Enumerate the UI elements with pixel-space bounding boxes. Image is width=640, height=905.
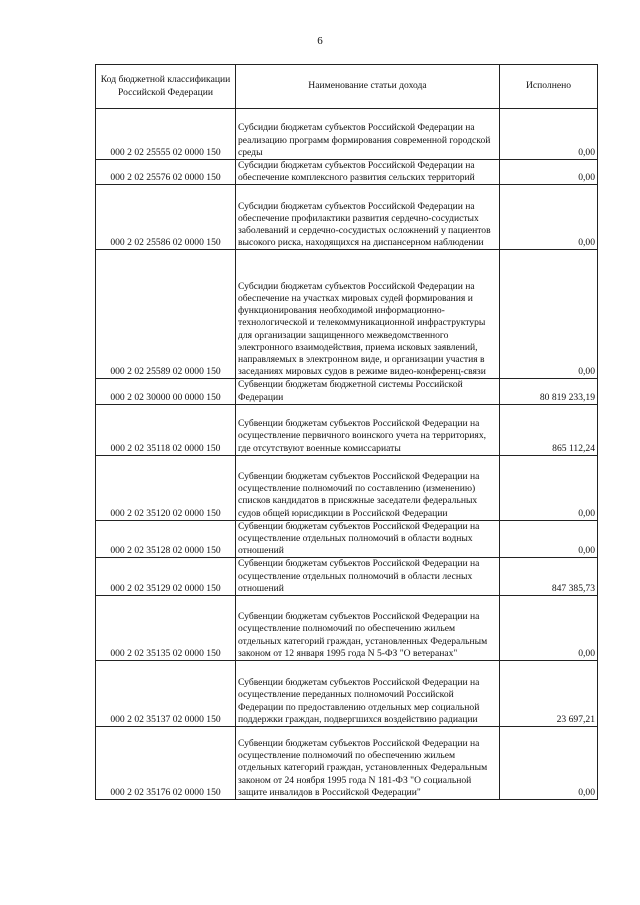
header-name: Наименование статьи дохода [236,65,500,109]
budget-code-cell: 000 2 02 30000 00 0000 150 [96,379,236,404]
table-row [96,661,598,727]
table-header-row [96,65,598,109]
executed-amount-cell: 847 385,73 [500,558,598,596]
revenue-item-name-cell: Субсидии бюджетам субъектов Российской Федерации на обеспечение комплексного развития сельских территорий [236,160,500,185]
table-row [96,185,598,250]
page-number: 6 [317,35,323,47]
revenue-item-name-cell: Субвенции бюджетам субъектов Российской Федерации на осуществление отдельных полномочий в области водных отношений [236,520,500,558]
budget-code-cell: 000 2 02 35137 02 0000 150 [96,661,236,727]
budget-code-cell: 000 2 02 35118 02 0000 150 [96,404,236,455]
header-code: Код бюджетной классификации Российской Федерации [96,65,236,109]
table-row [96,160,598,185]
table-row [96,379,598,404]
executed-amount-cell: 0,00 [500,596,598,661]
executed-amount-cell: 23 697,21 [500,661,598,727]
budget-code-cell: 000 2 02 35176 02 0000 150 [96,727,236,800]
revenue-item-name-cell: Субвенции бюджетам субъектов Российской Федерации на осуществление полномочий по составлению (изменению) списков кандидатов в присяжные заседатели федеральных судов общей юрисдикции в Российской Федерации [236,455,500,520]
executed-amount-cell: 0,00 [500,160,598,185]
executed-amount-cell: 0,00 [500,109,598,160]
revenue-item-name-cell: Субвенции бюджетам бюджетной системы Российской Федерации [236,379,500,404]
budget-code-cell: 000 2 02 35129 02 0000 150 [96,558,236,596]
revenue-item-name-cell: Субсидии бюджетам субъектов Российской Федерации на обеспечение профилактики развития сердечно-сосудистых заболеваний и сердечно-сосудистых осложнений у пациентов высокого риска, находящихся на диспансерном наблюдении [236,185,500,250]
executed-amount-cell: 865 112,24 [500,404,598,455]
budget-code-cell: 000 2 02 25589 02 0000 150 [96,250,236,379]
revenue-item-name-cell: Субвенции бюджетам субъектов Российской Федерации на осуществление переданных полномочий Российской Федерации по предоставлению отдельных мер социальной поддержки граждан, подвергшихся воздействию радиации [236,661,500,727]
executed-amount-cell: 0,00 [500,250,598,379]
executed-amount-cell: 0,00 [500,520,598,558]
revenue-item-name-cell: Субсидии бюджетам субъектов Российской Федерации на реализацию программ формирования современной городской среды [236,109,500,160]
revenue-table [95,64,598,800]
budget-code-cell: 000 2 02 25586 02 0000 150 [96,185,236,250]
executed-amount-cell: 0,00 [500,455,598,520]
budget-code-cell: 000 2 02 25576 02 0000 150 [96,160,236,185]
table-row [96,596,598,661]
revenue-item-name-cell: Субвенции бюджетам субъектов Российской Федерации на осуществление полномочий по обеспечению жильем отдельных категорий граждан, установленных Федеральным законом от 24 ноября 1995 года N 181-ФЗ "О социальной защите инвалидов в Российской Федерации" [236,727,500,800]
table-row [96,404,598,455]
budget-code-cell: 000 2 02 25555 02 0000 150 [96,109,236,160]
revenue-item-name-cell: Субвенции бюджетам субъектов Российской Федерации на осуществление полномочий по обеспечению жильем отдельных категорий граждан, установленных Федеральным законом от 12 января 1995 года N 5-ФЗ "О ветеранах" [236,596,500,661]
budget-code-cell: 000 2 02 35135 02 0000 150 [96,596,236,661]
table-row [96,727,598,800]
executed-amount-cell: 0,00 [500,727,598,800]
revenue-item-name-cell: Субсидии бюджетам субъектов Российской Федерации на обеспечение на участках мировых судей формирования и функционирования необходимой информационно-технологической и телекоммуникационной инфраструктуры для организации защищенного межведомственного электронного взаимодействия, приема исковых заявлений, направляемых в электронном виде, и организации участия в заседаниях мировых судов в режиме видео-конференц-связи [236,250,500,379]
header-value: Исполнено [500,65,598,109]
budget-code-cell: 000 2 02 35120 02 0000 150 [96,455,236,520]
table-row [96,455,598,520]
table-row [96,250,598,379]
revenue-item-name-cell: Субвенции бюджетам субъектов Российской Федерации на осуществление первичного воинского учета на территориях, где отсутствуют военные комиссариаты [236,404,500,455]
budget-code-cell: 000 2 02 35128 02 0000 150 [96,520,236,558]
executed-amount-cell: 0,00 [500,185,598,250]
executed-amount-cell: 80 819 233,19 [500,379,598,404]
table-row [96,558,598,596]
table-row [96,520,598,558]
table-row [96,109,598,160]
revenue-item-name-cell: Субвенции бюджетам субъектов Российской Федерации на осуществление отдельных полномочий в области лесных отношений [236,558,500,596]
